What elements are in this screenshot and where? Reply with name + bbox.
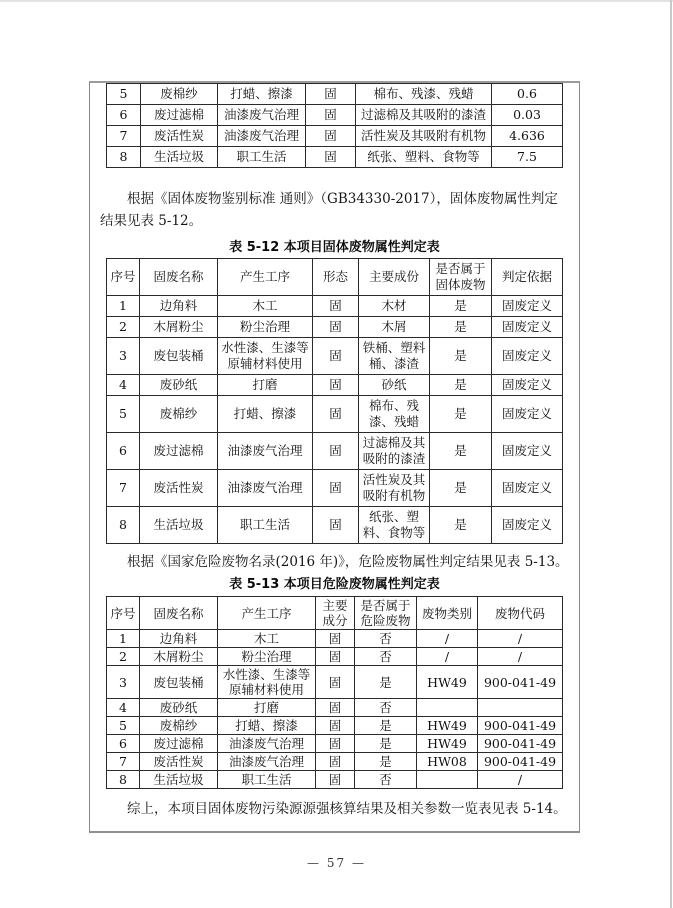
table-cell: 木工 bbox=[218, 296, 313, 317]
table-header-cell: 序号 bbox=[107, 597, 140, 630]
table-cell: 棉布、残漆、残蜡 bbox=[359, 396, 430, 433]
table-cell: 否 bbox=[355, 771, 417, 789]
table-cell: 打磨 bbox=[218, 699, 316, 717]
table-cell: 固废定义 bbox=[492, 375, 563, 396]
table-cell: 铁桶、塑料桶、漆渣 bbox=[359, 338, 430, 375]
table-cell: 过滤棉及其吸附的漆渣 bbox=[356, 105, 492, 126]
table-cell: 油漆废气治理 bbox=[218, 470, 313, 507]
table-cell: 固 bbox=[313, 507, 359, 544]
table-row bbox=[107, 338, 563, 375]
table-5-13-body bbox=[107, 630, 563, 789]
table-cell: 粉尘治理 bbox=[218, 648, 316, 666]
table-cell: 废棉纱 bbox=[140, 396, 218, 433]
table-cell: 6 bbox=[107, 433, 140, 470]
table-cell: 是 bbox=[355, 666, 417, 699]
table-cell: 生活垃圾 bbox=[141, 147, 218, 168]
scan-edge-top bbox=[0, 0, 673, 2]
table-cell: 是 bbox=[430, 375, 492, 396]
table-cell: 4 bbox=[107, 375, 140, 396]
table-cell: 打蜡、擦漆 bbox=[218, 717, 316, 735]
table-cell: 900-041-49 bbox=[478, 753, 563, 771]
table-row bbox=[107, 699, 563, 717]
table-cell: 7 bbox=[107, 753, 140, 771]
paragraph-summary: 综上，本项目固体废物污染源源强核算结果及相关参数一览表见表 5-14。 bbox=[127, 801, 567, 817]
table-cell: 打磨 bbox=[218, 375, 313, 396]
table-cell: 固 bbox=[316, 699, 355, 717]
table-row bbox=[107, 296, 563, 317]
table-cell: 8 bbox=[107, 771, 140, 789]
table-header-cell: 是否属于危险废物 bbox=[355, 597, 417, 630]
table-5-12 bbox=[106, 258, 563, 544]
table-cell: 是 bbox=[430, 296, 492, 317]
table-header-cell: 形态 bbox=[313, 259, 359, 296]
table-cell: 900-041-49 bbox=[478, 735, 563, 753]
table-cell: 固 bbox=[316, 666, 355, 699]
table-cell: 粉尘治理 bbox=[218, 317, 313, 338]
table-cell: 是 bbox=[430, 433, 492, 470]
table-cell: HW49 bbox=[417, 666, 478, 699]
table-cell: 2 bbox=[107, 317, 140, 338]
table-cell: 固 bbox=[313, 296, 359, 317]
table-cell: 木屑粉尘 bbox=[140, 317, 218, 338]
table-cell: 废棉纱 bbox=[140, 717, 218, 735]
table-cell: 7 bbox=[107, 126, 141, 147]
table-cell: 木材 bbox=[359, 296, 430, 317]
table-cell: 废砂纸 bbox=[140, 375, 218, 396]
table-cell: 生活垃圾 bbox=[140, 507, 218, 544]
table-cell: 固 bbox=[316, 735, 355, 753]
table-row bbox=[107, 396, 563, 433]
table-cell: 固废定义 bbox=[492, 396, 563, 433]
table-cell: / bbox=[417, 648, 478, 666]
table-cell: 砂纸 bbox=[359, 375, 430, 396]
table-cell: 固 bbox=[316, 771, 355, 789]
table-cell: 水性漆、生漆等原辅材料使用 bbox=[218, 666, 316, 699]
table-cell: 7.5 bbox=[492, 147, 563, 168]
table-cell: 职工生活 bbox=[218, 147, 306, 168]
table-cell bbox=[417, 771, 478, 789]
table-cell: 废包装桶 bbox=[140, 666, 218, 699]
table-row bbox=[107, 630, 563, 648]
table-cell: 棉布、残漆、残蜡 bbox=[356, 84, 492, 105]
table-5-13-title: 表 5-13 本项目危险废物属性判定表 bbox=[229, 577, 440, 592]
table-header-cell: 是否属于固体废物 bbox=[430, 259, 492, 296]
table-cell: 油漆废气治理 bbox=[218, 433, 313, 470]
table-cell: 活性炭及其吸附有机物 bbox=[356, 126, 492, 147]
table-cell: 木屑 bbox=[359, 317, 430, 338]
table-cell: 3 bbox=[107, 666, 140, 699]
paragraph-solid-waste-basis: 根据《固体废物鉴别标准 通则》（GB34330-2017），固体废物属性判定结果见表 5-12。 bbox=[100, 191, 558, 229]
table-cell: 过滤棉及其吸附的漆渣 bbox=[359, 433, 430, 470]
table-cell: 固 bbox=[313, 433, 359, 470]
table-cell bbox=[478, 699, 563, 717]
table-cell: 900-041-49 bbox=[478, 666, 563, 699]
table-cell: HW49 bbox=[417, 717, 478, 735]
table-cell: 废过滤棉 bbox=[141, 105, 218, 126]
table-cell: 是 bbox=[430, 396, 492, 433]
table-cell: 纸张、塑料、食物等 bbox=[359, 507, 430, 544]
paragraph-hazardous-waste-basis: 根据《国家危险废物名录(2016 年)》，危险废物属性判定结果见表 5-13。 bbox=[127, 554, 569, 570]
table-row bbox=[107, 317, 563, 338]
table-cell: 废过滤棉 bbox=[140, 735, 218, 753]
table-cell: 废包装桶 bbox=[140, 338, 218, 375]
table-cell: 固 bbox=[306, 147, 356, 168]
table-cell: 否 bbox=[355, 630, 417, 648]
table-cell: 固废定义 bbox=[492, 433, 563, 470]
table-cell: 5 bbox=[107, 396, 140, 433]
table-5-12-title: 表 5-12 本项目固体废物属性判定表 bbox=[229, 240, 440, 255]
table-5-13-header-row bbox=[107, 597, 563, 630]
table-cell: 职工生活 bbox=[218, 771, 316, 789]
table-cell: 边角料 bbox=[140, 296, 218, 317]
table-cell: 7 bbox=[107, 470, 140, 507]
table-cell: 油漆废气治理 bbox=[218, 105, 306, 126]
table-header-cell: 判定依据 bbox=[492, 259, 563, 296]
table-cell: 4.636 bbox=[492, 126, 563, 147]
table-cell: 5 bbox=[107, 84, 141, 105]
table-cell: 固废定义 bbox=[492, 317, 563, 338]
table-header-cell: 主要成份 bbox=[359, 259, 430, 296]
table-row bbox=[107, 507, 563, 544]
table-row bbox=[107, 433, 563, 470]
table-cell: 是 bbox=[430, 507, 492, 544]
table-row bbox=[107, 375, 563, 396]
table-cell: 4 bbox=[107, 699, 140, 717]
table-cell: 固 bbox=[313, 470, 359, 507]
table-cell: 固 bbox=[306, 126, 356, 147]
table-cell: / bbox=[478, 771, 563, 789]
table-row bbox=[107, 771, 563, 789]
table-cell: 6 bbox=[107, 735, 140, 753]
table-row bbox=[107, 648, 563, 666]
table-cell: 固 bbox=[316, 717, 355, 735]
table-cell: 职工生活 bbox=[218, 507, 313, 544]
table-5-12-header-row bbox=[107, 259, 563, 296]
table-cell: 固 bbox=[306, 105, 356, 126]
table-cell: 2 bbox=[107, 648, 140, 666]
table-cell: 打蜡、擦漆 bbox=[218, 396, 313, 433]
table-cell: 木工 bbox=[218, 630, 316, 648]
table-cell: HW08 bbox=[417, 753, 478, 771]
table-5-13 bbox=[106, 596, 563, 789]
table-row bbox=[107, 126, 563, 147]
table-header-cell: 产生工序 bbox=[218, 259, 313, 296]
table-cell: 1 bbox=[107, 630, 140, 648]
table-header-cell: 序号 bbox=[107, 259, 140, 296]
table-cell: 木屑粉尘 bbox=[140, 648, 218, 666]
table-cell bbox=[417, 699, 478, 717]
table-cell: 是 bbox=[355, 753, 417, 771]
table-header-cell: 固废名称 bbox=[140, 259, 218, 296]
table-cell: 否 bbox=[355, 699, 417, 717]
table-cell: 8 bbox=[107, 507, 140, 544]
table-cell: 废活性炭 bbox=[140, 753, 218, 771]
continued-waste-table bbox=[106, 83, 563, 168]
table-row bbox=[107, 666, 563, 699]
table-cell: 固 bbox=[316, 753, 355, 771]
table-cell: 固 bbox=[313, 338, 359, 375]
table-cell: 活性炭及其吸附有机物 bbox=[359, 470, 430, 507]
table-5-12-body bbox=[107, 296, 563, 544]
table-row bbox=[107, 470, 563, 507]
table-cell: 900-041-49 bbox=[478, 717, 563, 735]
table-cell: 否 bbox=[355, 648, 417, 666]
table-row bbox=[107, 735, 563, 753]
table-cell: 废活性炭 bbox=[141, 126, 218, 147]
table-row bbox=[107, 717, 563, 735]
table-cell: 1 bbox=[107, 296, 140, 317]
table-cell: 废砂纸 bbox=[140, 699, 218, 717]
table-cell: 固 bbox=[313, 317, 359, 338]
table-cell: 是 bbox=[430, 317, 492, 338]
table-cell: 3 bbox=[107, 338, 140, 375]
table-cell: 是 bbox=[355, 717, 417, 735]
table-cell: 水性漆、生漆等原辅材料使用 bbox=[218, 338, 313, 375]
table-cell: 边角料 bbox=[140, 630, 218, 648]
table-cell: 油漆废气治理 bbox=[218, 126, 306, 147]
table-cell: 废过滤棉 bbox=[140, 433, 218, 470]
scan-edge-right bbox=[670, 0, 672, 908]
table-header-cell: 固废名称 bbox=[140, 597, 218, 630]
table-cell: 打蜡、擦漆 bbox=[218, 84, 306, 105]
table-row bbox=[107, 753, 563, 771]
table-cell: 固废定义 bbox=[492, 470, 563, 507]
table-row bbox=[107, 147, 563, 168]
continued-waste-table-body bbox=[107, 84, 563, 168]
table-cell: 固 bbox=[313, 375, 359, 396]
table-cell: 6 bbox=[107, 105, 141, 126]
table-cell: 生活垃圾 bbox=[140, 771, 218, 789]
table-cell: 油漆废气治理 bbox=[218, 753, 316, 771]
table-cell: 固 bbox=[313, 396, 359, 433]
table-cell: 纸张、塑料、食物等 bbox=[356, 147, 492, 168]
table-cell: 是 bbox=[430, 338, 492, 375]
table-cell: 0.03 bbox=[492, 105, 563, 126]
table-cell: 0.6 bbox=[492, 84, 563, 105]
table-cell: 8 bbox=[107, 147, 141, 168]
table-cell: 固 bbox=[316, 648, 355, 666]
table-row bbox=[107, 105, 563, 126]
table-cell: 是 bbox=[355, 735, 417, 753]
table-cell: 固废定义 bbox=[492, 296, 563, 317]
table-cell: 固废定义 bbox=[492, 507, 563, 544]
table-cell: 固 bbox=[306, 84, 356, 105]
page-number: — 57 — bbox=[307, 856, 366, 870]
table-cell: / bbox=[478, 648, 563, 666]
table-cell: / bbox=[478, 630, 563, 648]
table-cell: 是 bbox=[430, 470, 492, 507]
table-cell: 固 bbox=[316, 630, 355, 648]
table-cell: 固废定义 bbox=[492, 338, 563, 375]
table-header-cell: 主要成分 bbox=[316, 597, 355, 630]
table-header-cell: 产生工序 bbox=[218, 597, 316, 630]
table-cell: HW49 bbox=[417, 735, 478, 753]
table-cell: 油漆废气治理 bbox=[218, 735, 316, 753]
table-header-cell: 废物代码 bbox=[478, 597, 563, 630]
page-frame bbox=[89, 81, 580, 833]
table-cell: / bbox=[417, 630, 478, 648]
table-row bbox=[107, 84, 563, 105]
table-cell: 废活性炭 bbox=[140, 470, 218, 507]
table-cell: 废棉纱 bbox=[141, 84, 218, 105]
table-header-cell: 废物类别 bbox=[417, 597, 478, 630]
table-cell: 5 bbox=[107, 717, 140, 735]
